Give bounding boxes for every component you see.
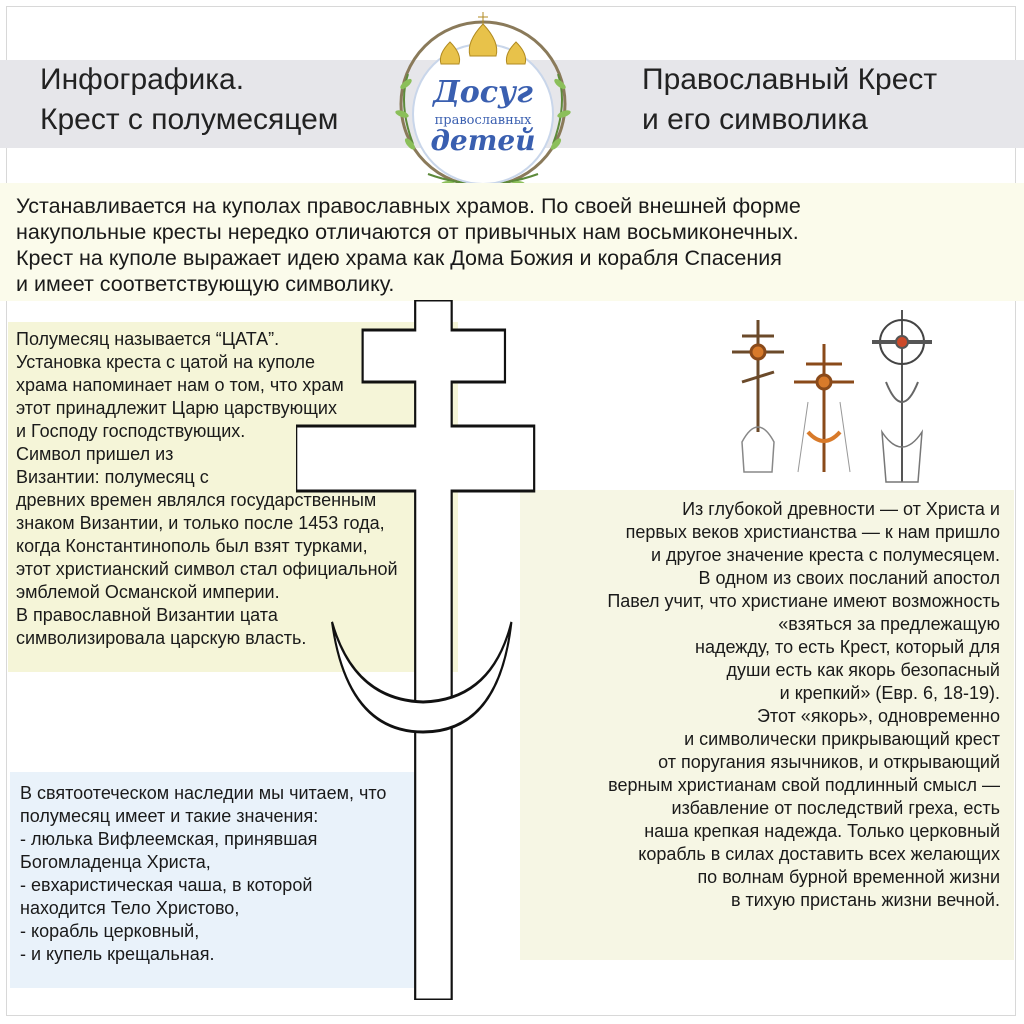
right-text-line: корабль в силах доставить всех желающих (638, 844, 1000, 864)
dome-cross-middle-icon (794, 344, 854, 472)
header-left-line: Крест с полумесяцем (40, 103, 339, 136)
intro-line: Крест на куполе выражает идею храма как Дома Божия и корабля Спасения (16, 246, 782, 270)
bottom-text-line: - и купель крещальная. (20, 944, 215, 964)
right-text-line: первых веков христианства — к нам пришло (625, 522, 1000, 542)
right-text-line: верным христианам свой подлинный смысл — (608, 775, 1000, 795)
intro-line: накупольные кресты нередко отличаются от привычных нам восьмиконечных. (16, 220, 799, 244)
right-text-line: надежду, то есть Крест, который для (695, 637, 1000, 657)
left-text-line: этот принадлежит Царю царствующих (16, 398, 337, 418)
right-text-line: В одном из своих посланий апостол (698, 568, 1000, 588)
right-text-line: по волнам бурной временной жизни (697, 867, 1000, 887)
right-text-line: Павел учит, что христиане имеют возможность (607, 591, 1000, 611)
intro-line: Устанавливается на куполах православных храмов. По своей внешней форме (16, 194, 801, 218)
right-text-line: души есть как якорь безопасный (726, 660, 1000, 680)
left-text-line: и Господу господствующих. (16, 421, 246, 441)
bottom-text-line: Богомладенца Христа, (20, 852, 211, 872)
left-text-line: знаком Византии, и только после 1453 года, (16, 513, 385, 533)
logo-line-2: православных (434, 113, 532, 128)
left-text-line: этот христианский символ стал официальной (16, 559, 398, 579)
right-text-line: в тихую пристань жизни вечной. (730, 890, 1000, 910)
cross-shape (296, 300, 534, 1000)
cross-with-crescent-icon (296, 300, 536, 1000)
header-title-right (642, 60, 937, 140)
right-text-line: от поругания язычников, и открывающий (658, 752, 1000, 772)
logo-line-1: Досуг (433, 75, 533, 110)
left-text-line: Византии: полумесяц с (16, 467, 209, 487)
domes-icon (440, 12, 525, 64)
right-text-line: и крепкий» (Евр. 6, 18-19). (779, 683, 1000, 703)
header-title-left (40, 60, 338, 140)
left-text-line: когда Константинополь был взят турками, (16, 536, 368, 556)
bottom-text-line: - люлька Вифлеемская, принявшая (20, 829, 318, 849)
dome-cross-right-icon (872, 310, 932, 482)
anchor-meaning-box (520, 490, 1014, 960)
bottom-text-line: полумесяц имеет и такие значения: (20, 806, 319, 826)
bottom-text-line: - корабль церковный, (20, 921, 200, 941)
header-left-line: Инфографика. (40, 63, 245, 96)
dome-cross-left-icon (732, 320, 784, 472)
left-text-line: В православной Византии цата (16, 605, 278, 625)
right-text-line: «взяться за предлежащую (778, 614, 1000, 634)
header-right-line: и его символика (642, 103, 868, 136)
right-text-line: избавление от последствий греха, есть (671, 798, 1000, 818)
logo-line-3: детей (430, 124, 536, 157)
right-text-line: наша крепкая надежда. Только церковный (644, 821, 1000, 841)
left-text-line: храма напоминает нам о том, что храм (16, 375, 344, 395)
bottom-text-line: В святоотеческом наследии мы читаем, что (20, 783, 387, 803)
intro-line: и имеет соответствующую символику. (16, 272, 395, 296)
site-logo (388, 4, 578, 194)
right-text-line: и другое значение креста с полумесяцем. (650, 545, 1000, 565)
intro-box (0, 183, 1024, 301)
left-text-line: древних времен являлся государственным (16, 490, 377, 510)
header-right-line: Православный Крест (642, 63, 938, 96)
left-text-line: Символ пришел из (16, 444, 174, 464)
left-text-line: символизировала царскую власть. (16, 628, 307, 648)
bottom-text-line: - евхаристическая чаша, в которой (20, 875, 313, 895)
bottom-text-line: находится Тело Христово, (20, 898, 240, 918)
left-text-line: эмблемой Османской империи. (16, 582, 280, 602)
left-text-line: Полумесяц называется “ЦАТА”. (16, 329, 280, 349)
right-text-line: Этот «якорь», одновременно (756, 706, 1000, 726)
right-text-line: Из глубокой древности — от Христа и (682, 499, 1000, 519)
right-text-line: и символически прикрывающий крест (684, 729, 1000, 749)
dome-crosses-illustration (712, 302, 948, 492)
left-text-line: Установка креста с цатой на куполе (16, 352, 315, 372)
